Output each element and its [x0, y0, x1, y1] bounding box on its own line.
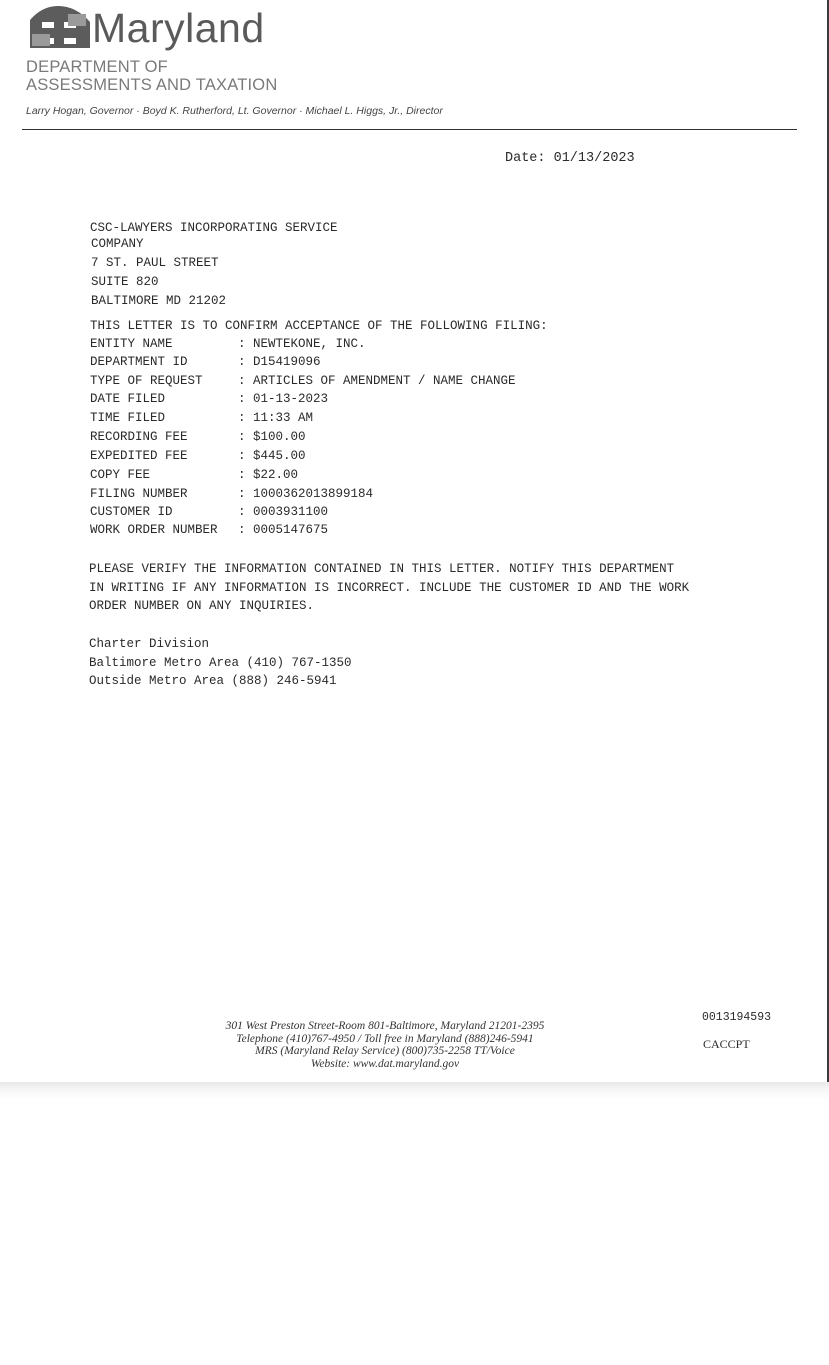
address-line: CSC-LAWYERS INCORPORATING SERVICE	[90, 221, 338, 235]
field-label: COPY FEE	[90, 468, 151, 482]
department-name-line2: ASSESSMENTS AND TAXATION	[26, 76, 278, 94]
field-value: : 1000362013899184	[238, 487, 374, 501]
officials-line: Larry Hogan, Governor · Boyd K. Rutherford, Lt. Governor · Michael L. Higgs, Jr., Director	[26, 105, 443, 117]
address-line: BALTIMORE MD 21202	[91, 294, 227, 308]
field-value: : $100.00	[238, 430, 306, 444]
field-label: EXPEDITED FEE	[90, 449, 188, 463]
scan-edge	[0, 1082, 829, 1100]
field-value: : $22.00	[238, 468, 299, 482]
footer-line: MRS (Maryland Relay Service) (800)735-2258 TT/Voice	[255, 1045, 515, 1057]
field-value: : 0003931100	[238, 505, 329, 519]
field-label: CUSTOMER ID	[90, 505, 173, 519]
field-value: : ARTICLES OF AMENDMENT / NAME CHANGE	[238, 374, 516, 388]
field-value: : 0005147675	[238, 523, 329, 537]
field-label: WORK ORDER NUMBER	[90, 523, 218, 537]
contact-line: Outside Metro Area (888) 246-5941	[89, 674, 337, 688]
notice-line: PLEASE VERIFY THE INFORMATION CONTAINED IN THIS LETTER. NOTIFY THIS DEPARTMENT	[89, 562, 675, 576]
footer-address-block	[160, 1020, 610, 1070]
field-label: TIME FILED	[90, 411, 166, 425]
field-label: TYPE OF REQUEST	[90, 374, 203, 388]
address-line: 7 ST. PAUL STREET	[91, 256, 219, 270]
maryland-flag-mark-icon	[28, 4, 92, 48]
field-value: : NEWTEKONE, INC.	[238, 337, 366, 351]
document-code-text: CACCPT	[703, 1037, 750, 1051]
field-label: RECORDING FEE	[90, 430, 188, 444]
contact-line: Charter Division	[89, 637, 210, 651]
footer-line: Website: www.dat.maryland.gov	[310, 1057, 460, 1070]
field-value: : 01-13-2023	[238, 392, 329, 406]
notice-line: ORDER NUMBER ON ANY INQUIRIES.	[89, 599, 315, 613]
footer-line: 301 West Preston Street-Room 801-Baltimore, Maryland 21201-2395	[225, 1020, 545, 1032]
field-value: : 11:33 AM	[238, 411, 314, 425]
maryland-logo	[26, 4, 326, 94]
logo-wordmark: Maryland	[92, 5, 265, 51]
document-code-number: 0013194593	[702, 1011, 772, 1024]
field-label: ENTITY NAME	[90, 337, 173, 351]
footer-line: Telephone (410)767-4950 / Toll free in Maryland (888)246-5941	[236, 1032, 534, 1045]
header-divider	[22, 129, 797, 130]
field-value: : D15419096	[238, 355, 321, 369]
field-label: DEPARTMENT ID	[90, 355, 188, 369]
letter-date: Date: 01/13/2023	[505, 151, 635, 166]
contact-line: Baltimore Metro Area (410) 767-1350	[89, 656, 352, 670]
confirmation-intro: THIS LETTER IS TO CONFIRM ACCEPTANCE OF THE FOLLOWING FILING:	[90, 319, 548, 333]
field-label: DATE FILED	[90, 392, 166, 406]
address-line: SUITE 820	[91, 275, 159, 289]
field-value: : $445.00	[238, 449, 306, 463]
notice-line: IN WRITING IF ANY INFORMATION IS INCORRECT. INCLUDE THE CUSTOMER ID AND THE WORK	[89, 581, 690, 595]
address-line: COMPANY	[91, 237, 144, 251]
department-name-line1: DEPARTMENT OF	[26, 58, 168, 76]
field-label: FILING NUMBER	[90, 487, 188, 501]
